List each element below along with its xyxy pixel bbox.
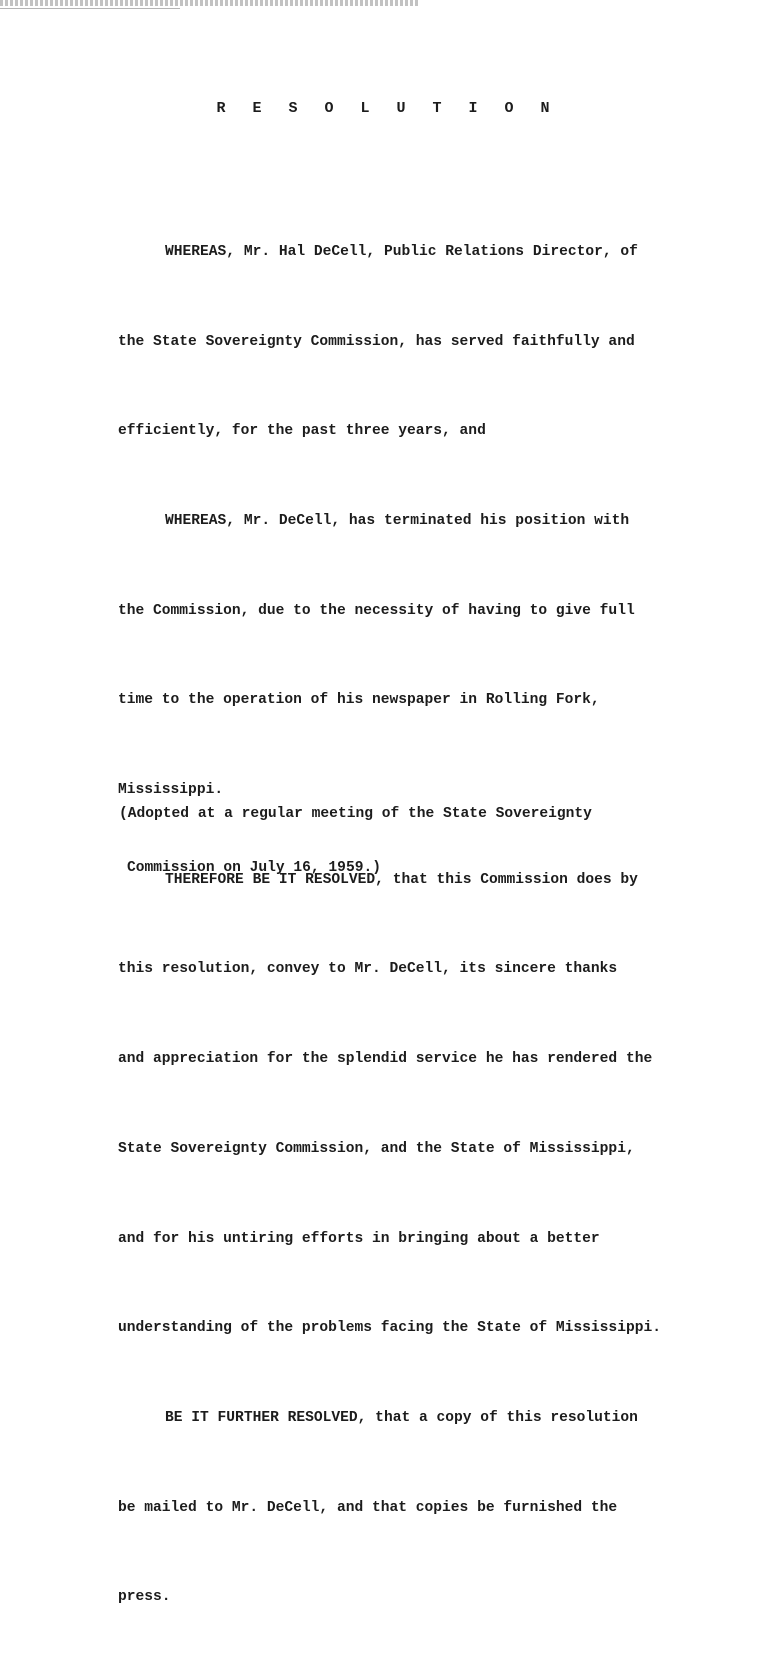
scan-top-line — [0, 8, 180, 9]
scan-top-edge — [0, 0, 420, 6]
body-line: time to the operation of his newspaper in Rolling Fork, — [118, 692, 600, 709]
body-line: understanding of the problems facing the State of Mississippi. — [118, 1320, 661, 1337]
body-line: WHEREAS, Mr. Hal DeCell, Public Relations Director, of — [165, 243, 638, 260]
body-line: efficiently, for the past three years, and — [118, 423, 486, 440]
body-line: press. — [118, 1589, 171, 1606]
body-line: State Sovereignty Commission, and the State of Mississippi, — [118, 1140, 635, 1157]
body-line: WHEREAS, Mr. DeCell, has terminated his position with — [165, 512, 630, 529]
body-line: the State Sovereignty Commission, has served faithfully and — [118, 333, 635, 350]
resolution-body — [118, 178, 698, 1673]
document-title: R E S O L U T I O N — [216, 100, 559, 117]
body-line: the Commission, due to the necessity of having to give full — [118, 602, 635, 619]
adoption-note — [119, 769, 592, 913]
adoption-note-line: Commission on July 16, 1959.) — [127, 860, 381, 876]
body-line: be mailed to Mr. DeCell, and that copies be furnished the — [118, 1499, 618, 1516]
body-line: THEREFORE BE IT RESOLVED, that this Commission does by — [165, 871, 638, 888]
body-line: Mississippi. — [118, 782, 224, 799]
body-line: this resolution, convey to Mr. DeCell, its sincere thanks — [118, 961, 618, 978]
body-line: and for his untiring efforts in bringing about a better — [118, 1230, 600, 1247]
body-line: and appreciation for the splendid service he has rendered the — [118, 1051, 653, 1068]
adoption-note-line: (Adopted at a regular meeting of the State Sovereignty — [119, 806, 592, 822]
body-line: BE IT FURTHER RESOLVED, that a copy of this resolution — [165, 1409, 638, 1426]
